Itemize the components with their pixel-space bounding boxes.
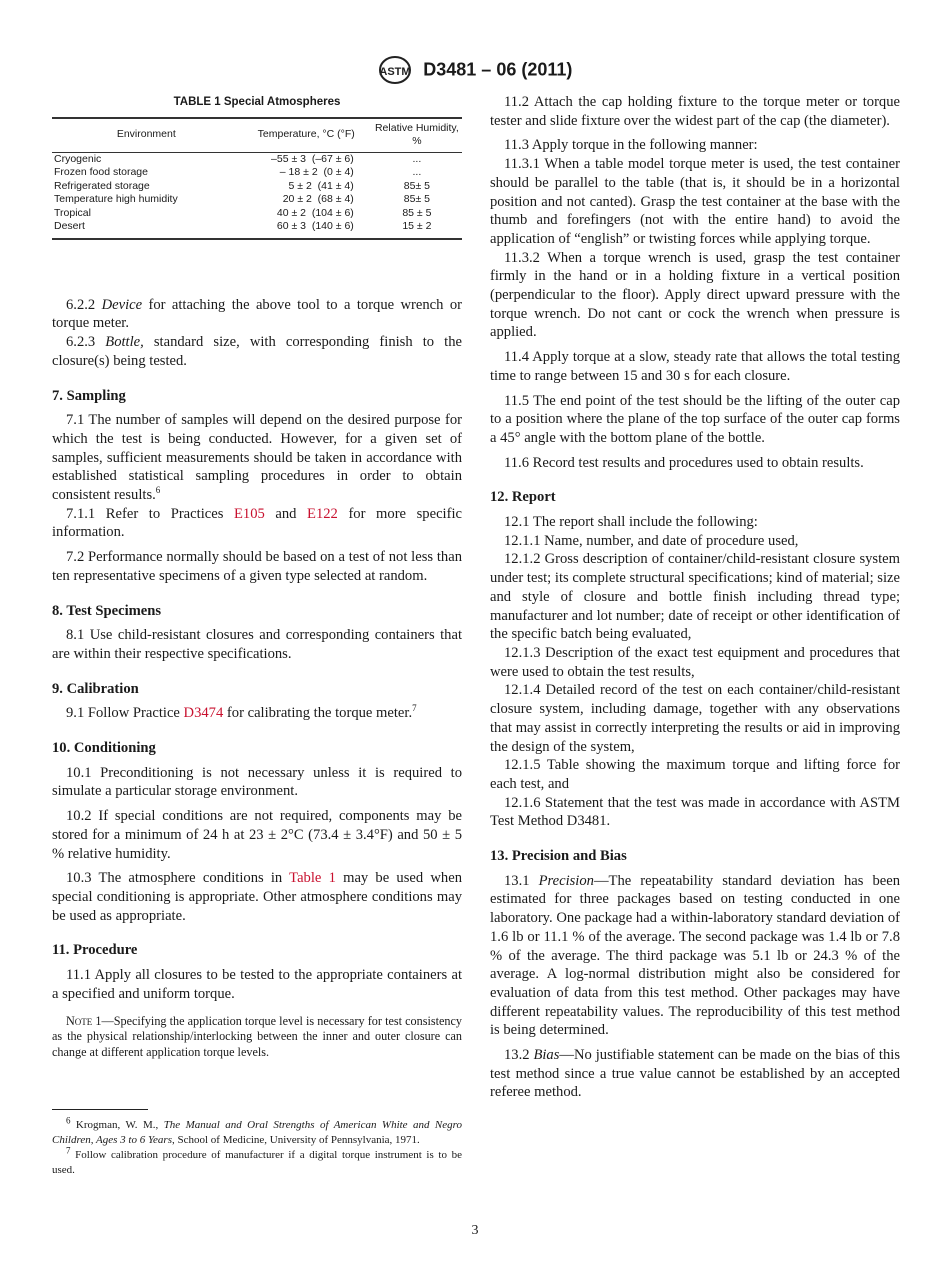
text-run: for more specific information.: [52, 505, 463, 541]
italic-text: Precision: [538, 872, 594, 889]
text-run: and: [264, 505, 308, 522]
paragraph: [52, 333, 462, 370]
temperature-cell: – 18 ± 2 (0 ± 4): [279, 166, 354, 179]
page-header: [0, 56, 950, 84]
text-run: 12.1 The report shall include the following:: [504, 514, 758, 531]
text-run: 13.2: [504, 1047, 534, 1064]
paragraph: [490, 756, 900, 793]
page-number: 3: [471, 1223, 479, 1238]
text-run: 11.3.1 When a table model torque meter is used, the test container should be parallel to the table (that is, it should be in a horizontal position and not canted). Grasp the test container at the base with the thumb and forefingers (not with the entire hand) to avoid the application of “english” or twisting forces while applying torque.: [490, 156, 900, 247]
column-header-humidity: Relative Humidity, %: [374, 121, 459, 148]
note: [52, 1014, 462, 1061]
text-run: 6.2.3: [66, 334, 106, 351]
text-run: 11.5 The end point of the test should be the lifting of the outer cap to a position where the plane of the top surface of the outer cap forms a 45° angle with the bottom plane of the bottle.: [490, 392, 900, 446]
text-run: 8.1 Use child-resistant closures and corresponding containers that are within their respective specifications.: [52, 627, 462, 662]
footnote-divider: [52, 1109, 148, 1110]
footnote: [52, 1145, 462, 1178]
text-run: 10.2 If special conditions are not required, components may be stored for a minimum of 24 h at 23 ± 2°C (73.4 ± 3.4°F) and 50 ± 5 % relative humidity.: [52, 808, 462, 862]
environment-cell: Temperature high humidity: [54, 193, 178, 206]
humidity-cell: ...: [412, 166, 422, 179]
text-run: for attaching the above tool to a torque wrench or torque meter.: [52, 296, 462, 332]
text-run: 12.1.1 Name, number, and date of procedure used,: [504, 532, 799, 549]
table-row: [52, 166, 462, 180]
text-run: 11.3 Apply torque in the following manner:: [504, 137, 758, 154]
paragraph: [490, 1046, 900, 1102]
environment-cell: Tropical: [54, 206, 91, 219]
paragraph: [490, 513, 900, 532]
section-heading: 10. Conditioning: [52, 740, 156, 757]
environment-cell: Desert: [54, 220, 85, 233]
text-run: 13.1: [504, 872, 539, 889]
text-run: standard size, with corresponding finish to the closure(s) being tested.: [52, 334, 463, 369]
svg-text:ASTM: ASTM: [379, 66, 411, 78]
temperature-cell: 40 ± 2 (104 ± 6): [276, 206, 354, 219]
paragraph: [490, 93, 900, 130]
humidity-cell: 85± 5: [403, 179, 430, 192]
text-run: 7.1 The number of samples will depend on the desired purpose for which the test is being conducted. However, for a given set of samples, sufficient measurements should be taken in accordance with established statistical sampling procedures in order to obtain consistent results.: [52, 412, 462, 504]
humidity-cell: 15 ± 2: [402, 220, 432, 233]
paragraph: [52, 966, 462, 1003]
environment-cell: Refrigerated storage: [54, 179, 150, 192]
humidity-cell: 85± 5: [403, 193, 430, 206]
text-run: for calibrating the torque meter.: [223, 705, 413, 722]
reference-link[interactable]: E122: [307, 505, 338, 522]
text-run: —No justifiable statement can be made on the bias of this test method since a true value cannot be established by an accepted referee method.: [490, 1047, 900, 1101]
footnote-ref: 6: [66, 1115, 71, 1126]
paragraph: [490, 249, 900, 343]
text-run: 12.1.2 Gross description of container/child-resistant closure system under test; its complete structural specifications; kind of material; size and style of closure and bottle finish including thread type; manufacturer and lot number; date of receipt or other identification of the specific batch being evaluated,: [490, 551, 900, 643]
paragraph: [490, 550, 900, 644]
italic-text: Bias: [533, 1047, 560, 1064]
left-column: [52, 93, 462, 1066]
reference-link[interactable]: D3474: [183, 705, 224, 722]
text-run: 10.1 Preconditioning is not necessary unless it is required to simulate a particular storage environment.: [52, 764, 462, 800]
temperature-cell: 60 ± 3 (140 ± 6): [276, 220, 354, 233]
text-run: , School of Medicine, University of Pennsylvania, 1971.: [172, 1134, 420, 1146]
text-run: 10.3 The atmosphere conditions in: [66, 870, 290, 887]
paragraph: [490, 644, 900, 681]
temperature-cell: 5 ± 2 (41 ± 4): [288, 179, 354, 192]
text-run: 11.1 Apply all closures to be tested to the appropriate containers at a specified and uniform torque.: [52, 967, 462, 1002]
text-run: 12.1.3 Description of the exact test equipment and procedures that were used to obtain the test results,: [490, 644, 900, 680]
section-heading: 9. Calibration: [52, 680, 139, 697]
temperature-cell: –55 ± 3 (–67 ± 6): [271, 152, 354, 165]
paragraph: [490, 155, 900, 249]
environment-cell: Cryogenic: [54, 152, 102, 165]
text-run: 12.1.6 Statement that the test was made in accordance with ASTM Test Method D3481.: [490, 794, 900, 830]
paragraph: [52, 764, 462, 801]
astm-logo-icon: [378, 56, 412, 84]
paragraph: [52, 296, 462, 333]
section-heading: 7. Sampling: [52, 387, 126, 404]
paragraph: [490, 454, 900, 473]
reference-link[interactable]: E105: [233, 505, 265, 522]
spacer: [52, 240, 462, 296]
column-header-temperature: Temperature, °C (°F): [257, 128, 355, 141]
paragraph: [490, 794, 900, 831]
paragraph: [52, 869, 462, 925]
paragraph: [52, 411, 462, 505]
table-row: [52, 193, 462, 207]
text-run: Follow calibration procedure of manufacturer if a digital torque instrument is to be used.: [52, 1149, 462, 1176]
humidity-cell: 85 ± 5: [402, 206, 432, 219]
text-run: —The repeatability standard deviation has been estimated for three packages based on testing conducted in one laboratory. One package had a within-laboratory standard deviation of 1.6 lb or 11.1 % of the average. The second package was 1.4 lb or 7.8 % of the average. The third package was 5.1 lb or 24.3 % of the average. A log-normal distribution might also be considered for evaluation of data from this test method. Other packages may have different repeatability values. The reproducibility of this test method is being determined.: [490, 872, 900, 1039]
paragraph: [490, 872, 900, 1040]
footnote-ref: 7: [66, 1145, 71, 1156]
text-run: may be used when special conditioning is appropriate. Other atmosphere conditions may be used as appropriate.: [52, 870, 462, 924]
italic-text: Device: [101, 296, 143, 313]
text-run: 7.1.1 Refer to Practices: [66, 505, 234, 522]
table-title: TABLE 1 Special Atmospheres: [173, 96, 341, 108]
paragraph: [490, 348, 900, 385]
text-run: 1—Specifying the application torque level is necessary for test consistency as the physical relationship/interlocking between the inner and outer closure can change at different application torque levels.: [52, 1013, 462, 1059]
text-run: 11.2 Attach the cap holding fixture to the torque meter or torque tester and slide fixture over the widest part of the cap (the diameter).: [490, 94, 900, 129]
text-run: 9.1 Follow Practice: [66, 705, 184, 722]
text-run: 12.1.4 Detailed record of the test on each container/child-resistant closure system, including damage, together with any observations that may assist in correctly interpreting the results or aid in improving the design of the system,: [490, 682, 900, 755]
paragraph: [490, 532, 900, 551]
paragraph: [52, 548, 462, 585]
italic-text: Bottle,: [105, 334, 144, 351]
table-row: [52, 220, 462, 239]
paragraph: [52, 505, 462, 542]
paragraph: [52, 704, 462, 723]
table-row: [52, 207, 462, 221]
text-run: 7.2 Performance normally should be based on a test of not less than ten representative specimens of a given type selected at random.: [52, 549, 462, 584]
paragraph: [52, 807, 462, 863]
document-designation: D3481 – 06 (2011): [423, 59, 573, 80]
right-column: [490, 93, 900, 1108]
text-run: 11.6 Record test results and procedures used to obtain results.: [504, 454, 864, 471]
note-label: Note: [66, 1013, 93, 1028]
column-header-environment: Environment: [116, 128, 176, 141]
table-row: [52, 180, 462, 194]
footnote-ref: 7: [412, 703, 417, 714]
paragraph: [490, 136, 900, 155]
footnote-ref: 6: [155, 485, 161, 496]
text-run: 11.4 Apply torque at a slow, steady rate that allows the total testing time to range between 15 and 30 s for each closure.: [490, 349, 900, 384]
footnote: [52, 1115, 462, 1148]
paragraph: [52, 626, 462, 663]
text-run: 11.3.2 When a torque wrench is used, grasp the test container firmly in the hand or in a holding fixture in a vertical position (perpendicular to the floor). Apply direct upward pressure with the torque wrench. Do not cant or cock the wrench when pressure is applied.: [490, 249, 900, 341]
paragraph: [490, 392, 900, 448]
paragraph: [490, 681, 900, 756]
table-row: [52, 152, 462, 166]
italic-text: The Manual and Oral Strengths of American White and Negro Children, Ages 3 to 6 Years: [52, 1119, 462, 1146]
text-run: 12.1.5 Table showing the maximum torque and lifting force for each test, and: [490, 757, 900, 792]
temperature-cell: 20 ± 2 (68 ± 4): [282, 193, 354, 206]
section-heading: 13. Precision and Bias: [490, 848, 627, 865]
text-run: Krogman, W. M.,: [70, 1119, 164, 1131]
reference-link[interactable]: Table 1: [289, 870, 336, 887]
humidity-cell: ...: [412, 152, 422, 165]
special-atmospheres-table: [52, 117, 462, 240]
section-heading: 12. Report: [490, 489, 556, 506]
footnotes: [52, 1115, 462, 1178]
section-heading: 11. Procedure: [52, 942, 138, 959]
text-run: 6.2.2: [66, 296, 102, 313]
environment-cell: Frozen food storage: [54, 166, 148, 179]
section-heading: 8. Test Specimens: [52, 602, 162, 619]
